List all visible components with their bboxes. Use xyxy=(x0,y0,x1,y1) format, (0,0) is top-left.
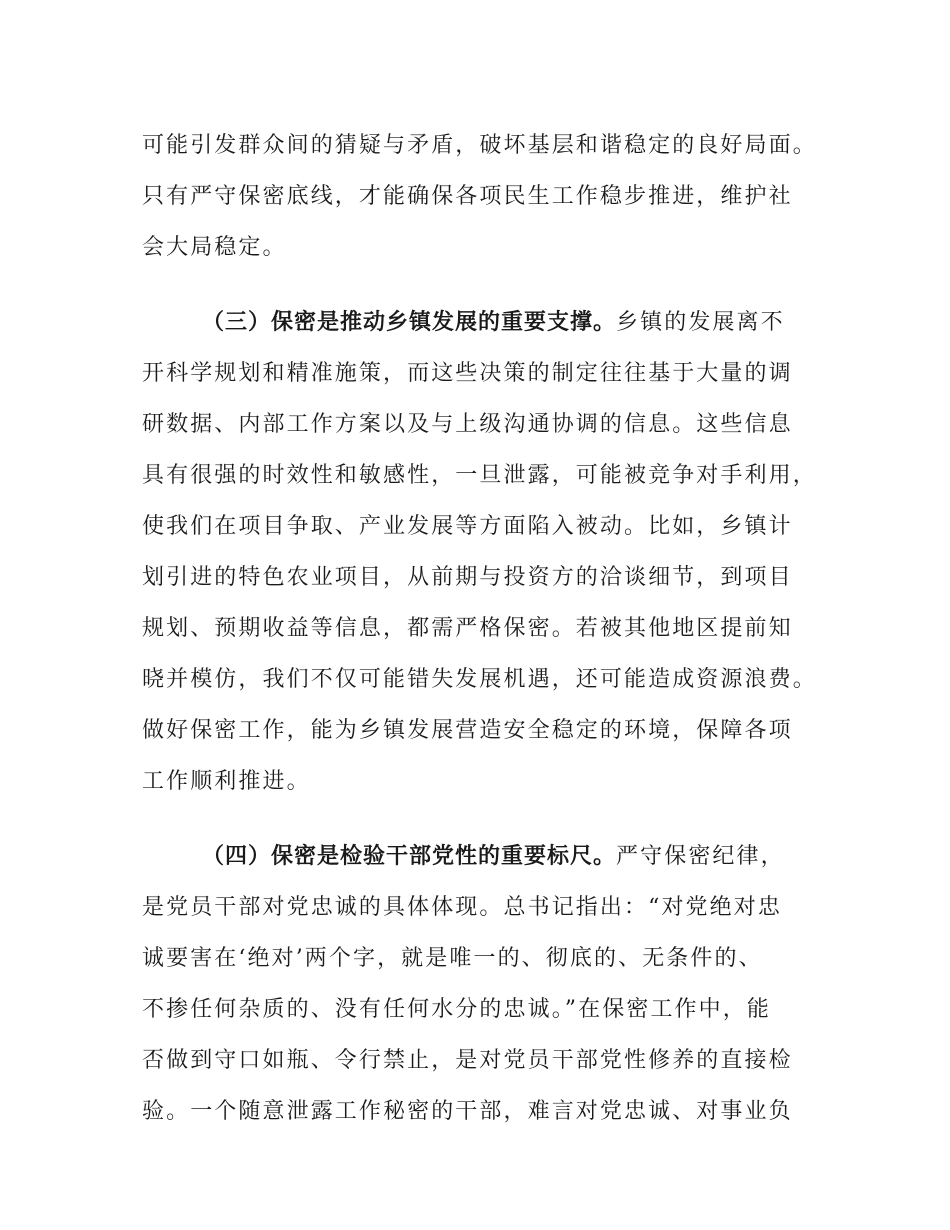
paragraph-continuation xyxy=(142,120,822,273)
text-line: 研数据、内部工作方案以及与上级沟通协调的信息。这些信息 xyxy=(142,412,793,437)
text-line: 可能引发群众间的猜疑与矛盾，破坏基层和谐稳定的良好局面。 xyxy=(142,133,817,158)
text-line: 晓并模仿，我们不仅可能错失发展机遇，还可能造成资源浪费。 xyxy=(142,667,817,692)
paragraph-section-three xyxy=(142,297,822,807)
paragraph-section-four xyxy=(142,831,822,1137)
text-line: 只有严守保密底线，才能确保各项民生工作稳步推进，维护社 xyxy=(142,184,793,209)
text-line xyxy=(142,297,822,348)
text-line: 会大局稳定。 xyxy=(142,235,287,260)
text-line xyxy=(142,831,822,882)
text-line: 使我们在项目争取、产业发展等方面陷入被动。比如，乡镇计 xyxy=(142,514,793,539)
text-run: 严守保密纪律， xyxy=(616,844,785,869)
text-line: 规划、预期收益等信息，都需严格保密。若被其他地区提前知 xyxy=(142,616,793,641)
text-line: 是党员干部对党忠诚的具体体现。总书记指出：“对党绝对忠 xyxy=(142,895,782,920)
text-line: 开科学规划和精准施策，而这些决策的制定往往基于大量的调 xyxy=(142,361,793,386)
text-line: 做好保密工作，能为乡镇发展营造安全稳定的环境，保障各项 xyxy=(142,718,793,743)
text-line: 划引进的特色农业项目，从前期与投资方的洽谈细节，到项目 xyxy=(142,565,793,590)
text-line: 工作顺利推进。 xyxy=(142,769,311,794)
text-line: 否做到守口如瓶、令行禁止，是对党员干部党性修养的直接检 xyxy=(142,1048,793,1073)
section-heading: （四）保密是检验干部党性的重要标尺。 xyxy=(202,844,617,869)
text-line: 验。一个随意泄露工作秘密的干部，难言对党忠诚、对事业负 xyxy=(142,1099,793,1124)
text-line: 不掺任何杂质的、没有任何水分的忠诚。”在保密工作中，能 xyxy=(142,997,771,1022)
section-heading: （三）保密是推动乡镇发展的重要支撑。 xyxy=(202,310,617,335)
document-body xyxy=(142,120,822,1137)
text-line: 具有很强的时效性和敏感性，一旦泄露，可能被竞争对手利用， xyxy=(142,463,817,488)
text-run: 乡镇的发展离不 xyxy=(616,310,785,335)
text-line: 诚要害在‘绝对’两个字，就是唯一的、彻底的、无条件的、 xyxy=(142,946,763,971)
